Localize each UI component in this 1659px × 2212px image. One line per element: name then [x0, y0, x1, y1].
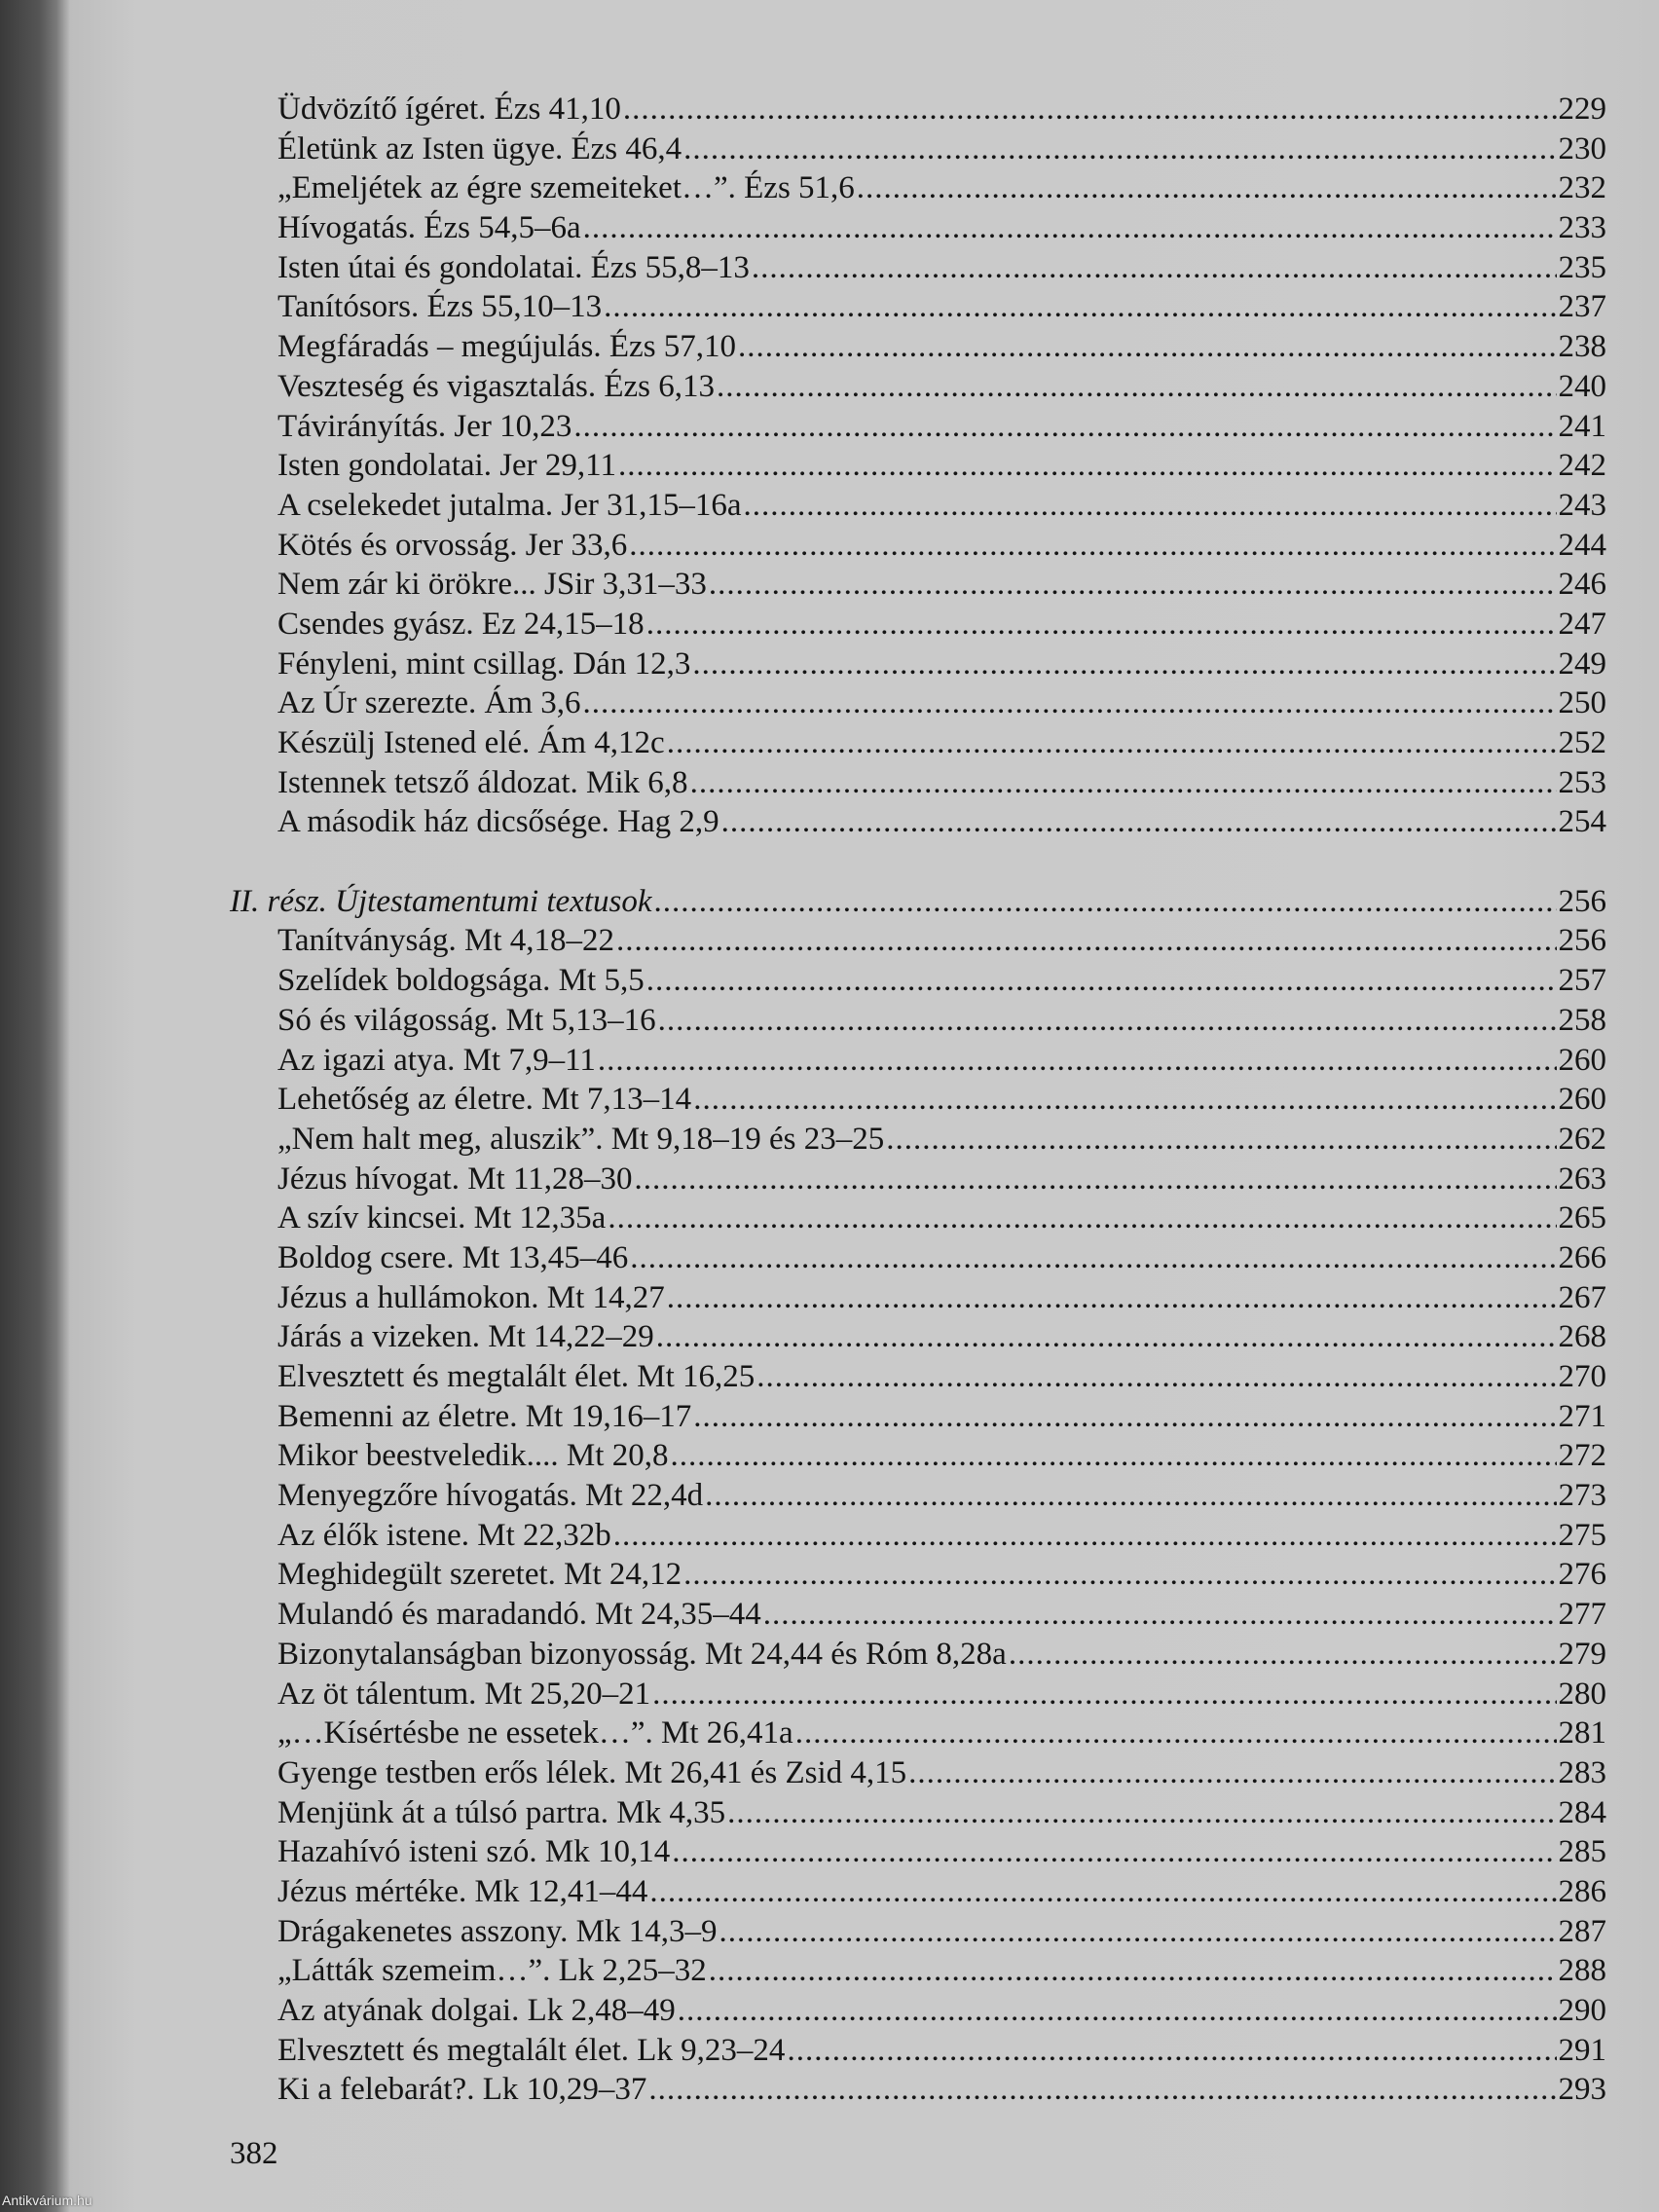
toc-entry-title: Menjünk át a túlsó partra. Mk 4,35: [277, 1794, 726, 1830]
toc-entry: [230, 1753, 1606, 1793]
toc-entry-title: II. rész. Újtestamentumi textusok: [230, 883, 652, 919]
toc-entry-page: 268: [1558, 1319, 1606, 1355]
dot-leader: [604, 287, 1556, 327]
dot-leader: [683, 129, 1556, 169]
toc-entry: [230, 1238, 1606, 1278]
toc-entry: [230, 1357, 1606, 1397]
toc-entry-page: 257: [1558, 963, 1606, 999]
toc-entry: [230, 1951, 1606, 1991]
dot-leader: [623, 90, 1557, 129]
toc-entry-title: Készülj Istened elé. Ám 4,12c: [277, 725, 665, 760]
toc-entry: [230, 1041, 1606, 1081]
dot-leader: [573, 407, 1556, 447]
toc-entry-title: Kötés és orvosság. Jer 33,6: [277, 527, 628, 563]
toc-entry-title: Veszteség és vigasztalás. Ézs 6,13: [277, 368, 716, 404]
toc-entry: [230, 526, 1606, 566]
toc-entry-title: A szív kincsei. Mt 12,35a: [277, 1200, 607, 1236]
dot-leader: [598, 1041, 1557, 1081]
dot-leader: [709, 565, 1557, 605]
dot-leader: [717, 367, 1556, 407]
toc-entry-title: „…Kísértésbe ne essetek…”. Mt 26,41a: [277, 1715, 793, 1751]
table-of-contents: [230, 90, 1606, 2110]
toc-entry-title: Üdvözítő ígéret. Ézs 41,10: [277, 92, 621, 127]
toc-entry: [230, 1595, 1606, 1635]
toc-entry: [230, 407, 1606, 447]
toc-entry-page: 284: [1558, 1794, 1606, 1830]
toc-entry-page: 275: [1558, 1517, 1606, 1553]
toc-entry-title: Mulandó és maradandó. Mt 24,35–44: [277, 1597, 761, 1633]
dot-leader: [886, 1120, 1556, 1160]
toc-entry-title: Bizonytalanságban bizonyosság. Mt 24,44 és Róm 8,28a: [277, 1636, 1007, 1672]
toc-entry: [230, 208, 1606, 248]
dot-leader: [692, 645, 1556, 684]
dot-leader: [613, 1516, 1557, 1556]
toc-entry-title: Elvesztett és megtalált élet. Lk 9,23–24: [277, 2032, 786, 2068]
toc-entry: [230, 1397, 1606, 1437]
dot-leader: [690, 763, 1557, 803]
toc-entry: [230, 1912, 1606, 1952]
dot-leader: [618, 446, 1557, 486]
toc-entry-page: 256: [1558, 883, 1606, 919]
toc-entry-title: Jézus hívogat. Mt 11,28–30: [277, 1161, 633, 1197]
toc-entry-title: Hívogatás. Ézs 54,5–6a: [277, 210, 581, 246]
toc-entry-page: 279: [1558, 1636, 1606, 1672]
toc-entry: [230, 1160, 1606, 1199]
toc-entry-title: Istennek tetsző áldozat. Mik 6,8: [277, 764, 688, 800]
toc-entry-title: Elvesztett és megtalált élet. Mt 16,25: [277, 1359, 756, 1394]
toc-entry-title: „Emeljétek az égre szemeiteket…”. Ézs 51,6: [277, 170, 855, 206]
toc-entry: [230, 1793, 1606, 1833]
toc-entry-page: 242: [1558, 448, 1606, 484]
toc-entry-title: Só és világosság. Mt 5,13–16: [277, 1002, 656, 1038]
toc-entry-page: 290: [1558, 1993, 1606, 2028]
toc-entry: [230, 129, 1606, 169]
toc-entry-page: 246: [1558, 567, 1606, 603]
dot-leader: [752, 248, 1557, 288]
toc-entry: [230, 1476, 1606, 1516]
toc-entry-page: 267: [1558, 1279, 1606, 1315]
toc-entry-page: 277: [1558, 1597, 1606, 1633]
toc-entry-page: 280: [1558, 1676, 1606, 1712]
toc-entry: [230, 1120, 1606, 1160]
toc-entry-page: 288: [1558, 1953, 1606, 1989]
toc-entry: [230, 1555, 1606, 1595]
toc-entry-title: Az atyának dolgai. Lk 2,48–49: [277, 1993, 676, 2028]
toc-entry-page: 260: [1558, 1042, 1606, 1078]
toc-entry-title: Isten útai és gondolatai. Ézs 55,8–13: [277, 249, 750, 285]
toc-entry-title: A második ház dicsősége. Hag 2,9: [277, 804, 719, 840]
toc-entry: [230, 921, 1606, 961]
toc-entry-title: Távirányítás. Jer 10,23: [277, 408, 572, 444]
toc-entry-page: 262: [1558, 1121, 1606, 1157]
toc-entry: [230, 961, 1606, 1001]
toc-entry: [230, 486, 1606, 526]
toc-entry-page: 249: [1558, 645, 1606, 682]
toc-section-heading: [230, 882, 1606, 922]
toc-entry-title: Mikor beestveledik.... Mt 20,8: [277, 1438, 669, 1474]
toc-entry-title: Az öt tálentum. Mt 25,20–21: [277, 1676, 651, 1712]
toc-entry-page: 250: [1558, 685, 1606, 721]
toc-entry-title: Isten gondolatai. Jer 29,11: [277, 448, 616, 484]
toc-entry: [230, 1832, 1606, 1872]
toc-entry: [230, 763, 1606, 803]
toc-entry-title: Járás a vizeken. Mt 14,22–29: [277, 1319, 654, 1355]
toc-entry-title: Ki a felebarát?. Lk 10,29–37: [277, 2072, 647, 2108]
toc-entry: [230, 723, 1606, 763]
toc-entry-page: 254: [1558, 804, 1606, 840]
dot-leader: [670, 1436, 1556, 1476]
toc-entry-page: 243: [1558, 487, 1606, 523]
toc-entry: [230, 645, 1606, 684]
toc-entry-page: 266: [1558, 1239, 1606, 1275]
dot-leader: [1009, 1635, 1557, 1675]
toc-entry: [230, 1436, 1606, 1476]
toc-entry-title: Az élők istene. Mt 22,32b: [277, 1517, 611, 1553]
toc-entry-page: 263: [1558, 1161, 1606, 1197]
dot-leader: [656, 1317, 1557, 1357]
toc-entry: [230, 1872, 1606, 1912]
toc-entry-title: Tanítványság. Mt 4,18–22: [277, 923, 614, 959]
toc-entry-page: 240: [1558, 368, 1606, 404]
dot-leader: [721, 802, 1557, 842]
dot-leader: [719, 1912, 1557, 1952]
dot-leader: [787, 2031, 1556, 2071]
dot-leader: [683, 1555, 1556, 1595]
toc-entry-page: 273: [1558, 1478, 1606, 1514]
toc-entry-page: 229: [1558, 92, 1606, 127]
toc-entry: [230, 565, 1606, 605]
toc-entry-page: 285: [1558, 1834, 1606, 1870]
dot-leader: [672, 1832, 1556, 1872]
dot-leader: [709, 1951, 1557, 1991]
toc-entry-title: Drágakenetes asszony. Mk 14,3–9: [277, 1913, 718, 1949]
dot-leader: [583, 208, 1557, 248]
toc-entry-title: Megfáradás – megújulás. Ézs 57,10: [277, 329, 737, 365]
toc-entry: [230, 248, 1606, 288]
toc-entry-title: Fényleni, mint csillag. Dán 12,3: [277, 645, 691, 682]
toc-entry-page: 252: [1558, 725, 1606, 760]
toc-entry-page: 235: [1558, 249, 1606, 285]
toc-entry-title: Nem zár ki örökre... JSir 3,31–33: [277, 567, 707, 603]
page-number: 382: [230, 2136, 278, 2171]
dot-leader: [583, 683, 1557, 723]
toc-entry: [230, 2031, 1606, 2071]
toc-entry-page: 253: [1558, 764, 1606, 800]
toc-entry-page: 265: [1558, 1200, 1606, 1236]
dot-leader: [738, 327, 1556, 367]
toc-entry-title: Bemenni az életre. Mt 19,16–17: [277, 1398, 692, 1434]
dot-leader: [795, 1714, 1557, 1753]
toc-entry: [230, 802, 1606, 842]
toc-entry-page: 233: [1558, 210, 1606, 246]
dot-leader: [693, 1080, 1556, 1120]
toc-entry-page: 291: [1558, 2032, 1606, 2068]
toc-entry-page: 293: [1558, 2072, 1606, 2108]
toc-entry-page: 230: [1558, 130, 1606, 166]
dot-leader: [857, 168, 1557, 208]
toc-entry: [230, 1635, 1606, 1675]
toc-entry-title: Az Úr szerezte. Ám 3,6: [277, 685, 581, 721]
toc-entry: [230, 327, 1606, 367]
toc-entry-title: Az igazi atya. Mt 7,9–11: [277, 1042, 596, 1078]
toc-entry-page: 276: [1558, 1557, 1606, 1593]
toc-entry-page: 271: [1558, 1398, 1606, 1434]
dot-leader: [646, 961, 1557, 1001]
toc-entry-title: Életünk az Isten ügye. Ézs 46,4: [277, 130, 682, 166]
dot-leader: [667, 1278, 1557, 1318]
toc-entry-page: 258: [1558, 1002, 1606, 1038]
toc-entry: [230, 1675, 1606, 1714]
toc-entry: [230, 1714, 1606, 1753]
toc-entry: [230, 90, 1606, 129]
toc-entry: [230, 1001, 1606, 1041]
toc-entry-page: 283: [1558, 1754, 1606, 1790]
toc-entry-title: „Nem halt meg, aluszik”. Mt 9,18–19 és 23–25: [277, 1121, 885, 1157]
toc-entry-title: Hazahívó isteni szó. Mk 10,14: [277, 1834, 671, 1870]
dot-leader: [654, 882, 1557, 922]
toc-entry-title: Meghidegült szeretet. Mt 24,12: [277, 1557, 682, 1593]
dot-leader: [629, 526, 1556, 566]
toc-entry-title: Csendes gyász. Ez 24,15–18: [277, 606, 645, 642]
toc-entry-page: 256: [1558, 923, 1606, 959]
toc-entry: [230, 1080, 1606, 1120]
watermark: Antikvárium.hu: [2, 2193, 92, 2208]
dot-leader: [630, 1238, 1556, 1278]
dot-leader: [652, 1675, 1556, 1714]
toc-entry-page: 286: [1558, 1873, 1606, 1909]
dot-leader: [908, 1753, 1556, 1793]
toc-entry-title: Boldog csere. Mt 13,45–46: [277, 1239, 629, 1275]
toc-entry-title: Menyegzőre hívogatás. Mt 22,4d: [277, 1478, 704, 1514]
toc-entry-title: Tanítósors. Ézs 55,10–13: [277, 289, 603, 325]
toc-entry: [230, 168, 1606, 208]
toc-entry: [230, 683, 1606, 723]
dot-leader: [705, 1476, 1556, 1516]
dot-leader: [646, 605, 1557, 645]
toc-entry: [230, 446, 1606, 486]
toc-entry: [230, 1278, 1606, 1318]
dot-leader: [678, 1991, 1557, 2031]
toc-entry-page: 237: [1558, 289, 1606, 325]
toc-entry-page: 232: [1558, 170, 1606, 206]
toc-entry-page: 272: [1558, 1438, 1606, 1474]
toc-entry-page: 244: [1558, 527, 1606, 563]
dot-leader: [608, 1198, 1556, 1238]
toc-entry-title: Jézus mértéke. Mk 12,41–44: [277, 1873, 648, 1909]
dot-leader: [763, 1595, 1557, 1635]
toc-entry: [230, 287, 1606, 327]
toc-entry-page: 241: [1558, 408, 1606, 444]
toc-entry: [230, 1317, 1606, 1357]
toc-entry-page: 270: [1558, 1359, 1606, 1394]
toc-entry-page: 247: [1558, 606, 1606, 642]
dot-leader: [616, 921, 1557, 961]
dot-leader: [649, 1872, 1556, 1912]
toc-entry: [230, 1991, 1606, 2031]
toc-entry: [230, 1516, 1606, 1556]
toc-entry: [230, 605, 1606, 645]
toc-entry-page: 238: [1558, 329, 1606, 365]
toc-entry-title: Gyenge testben erős lélek. Mt 26,41 és Zsid 4,15: [277, 1754, 907, 1790]
toc-entry: [230, 1198, 1606, 1238]
toc-entry-title: A cselekedet jutalma. Jer 31,15–16a: [277, 487, 742, 523]
dot-leader: [727, 1793, 1556, 1833]
dot-leader: [658, 1001, 1557, 1041]
dot-leader: [667, 723, 1557, 763]
dot-leader: [693, 1397, 1556, 1437]
dot-leader: [756, 1357, 1556, 1397]
dot-leader: [648, 2070, 1556, 2110]
dot-leader: [635, 1160, 1557, 1199]
toc-entry-title: Szelídek boldogsága. Mt 5,5: [277, 963, 645, 999]
dot-leader: [744, 486, 1557, 526]
toc-entry: [230, 367, 1606, 407]
toc-entry-title: Lehetőség az életre. Mt 7,13–14: [277, 1082, 692, 1118]
toc-entry-title: „Látták szemeim…”. Lk 2,25–32: [277, 1953, 707, 1989]
toc-entry-page: 287: [1558, 1913, 1606, 1949]
toc-entry: [230, 2070, 1606, 2110]
toc-entry-page: 281: [1558, 1715, 1606, 1751]
toc-entry-page: 260: [1558, 1082, 1606, 1118]
toc-entry-title: Jézus a hullámokon. Mt 14,27: [277, 1279, 665, 1315]
